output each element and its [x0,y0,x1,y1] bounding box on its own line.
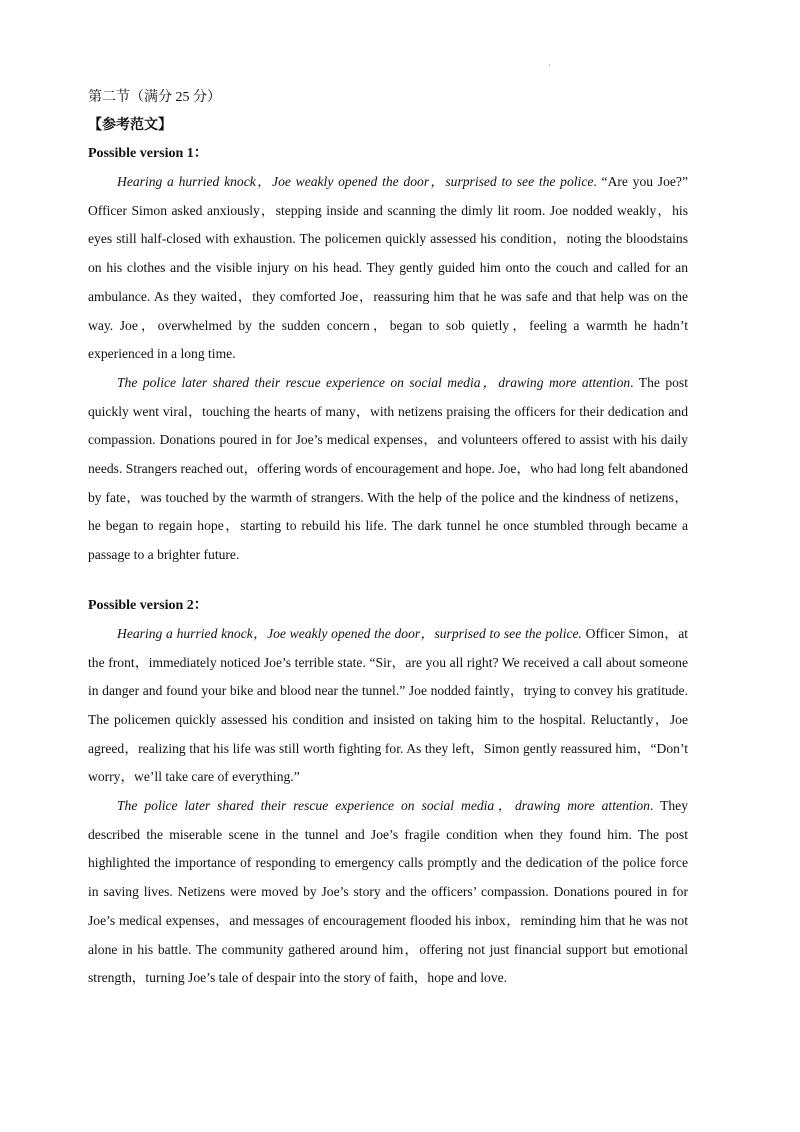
reference-label: 【参考范文】 [88,118,172,133]
version-1-paragraph-2 [88,369,688,570]
version-2-paragraph-2-lead: The police later shared their rescue experience on social media，drawing more attention [117,798,650,814]
version-1-paragraph-1 [88,168,688,369]
version-2-label: Possible version 2： [88,597,208,613]
section-heading: 第二节（满分 25 分） [88,90,221,105]
version-2-paragraph-1 [88,620,688,792]
page-dot-mark: · [548,60,551,70]
version-1 [88,140,688,570]
version-1-paragraph-2-body: . The post quickly went viral，touching the hearts of many，with netizens praising the officers for their dedication and compassion. Donations poured in for Joe’s medical expenses，and volunteers offered to assist with his daily needs. Strangers reached out，offering words of encouragement and hope. Joe，who had long felt abandoned by fate，was touched by the warmth of strangers. With the help of the police and the kindness of netizens，he began to regain hope，starting to rebuild his life. The dark tunnel he once stumbled through became a passage to a brighter future. [88,374,688,563]
version-1-paragraph-1-body: . “Are you Joe?” Officer Simon asked anxiously，stepping inside and scanning the dimly lit room. Joe nodded weakly，his eyes still half-closed with exhaustion. The policemen quickly assessed his condition，noting the bloodstains on his clothes and the visible injury on his head. They gently guided him onto the couch and called for an ambulance. As they waited，they comforted Joe，reassuring him that he was safe and that help was on the way. Joe，overwhelmed by the sudden concern，began to sob quietly，feeling a warmth he hadn’t experienced in a long time. [88,174,688,362]
version-2-paragraph-2-body: . They described the miserable scene in the tunnel and Joe’s fragile condition when they found him. The post highlighted the importance of responding to emergency calls promptly and the dedication of the police force in saving lives. Netizens were moved by Joe’s story and the officers’ compassion. Donations poured in for Joe’s medical expenses，and messages of encouragement flooded his inbox，reminding him that he was not alone in his battle. The community gathered around him，offering not just financial support but emotional strength，turning Joe’s tale of despair into the story of faith，hope and love. [88,798,688,986]
document-content [88,84,688,993]
version-2-paragraph-1-lead: Hearing a hurried knock，Joe weakly opened the door，surprised to see the police. [117,625,582,641]
version-2-paragraph-2 [88,792,688,993]
version-gap [88,570,688,592]
version-1-paragraph-1-lead: Hearing a hurried knock，Joe weakly opened the door，surprised to see the police [117,174,594,189]
version-1-label: Possible version 1： [88,146,208,161]
version-1-paragraph-2-lead: The police later shared their rescue experience on social media，drawing more attention [117,374,631,390]
version-2-paragraph-1-body: Officer Simon，at the front，immediately noticed Joe’s terrible state. “Sir，are you all right? We received a call about someone in danger and found your bike and blood near the tunnel.” Joe nodded faintly，trying to convey his gratitude. The policemen quickly assessed his condition and insisted on taking him to the hospital. Reluctantly，Joe agreed，realizing that his life was still worth fighting for. As they left，Simon gently reassured him，“Don’t worry，we’ll take care of everything.” [88,625,689,785]
version-2 [88,592,688,993]
